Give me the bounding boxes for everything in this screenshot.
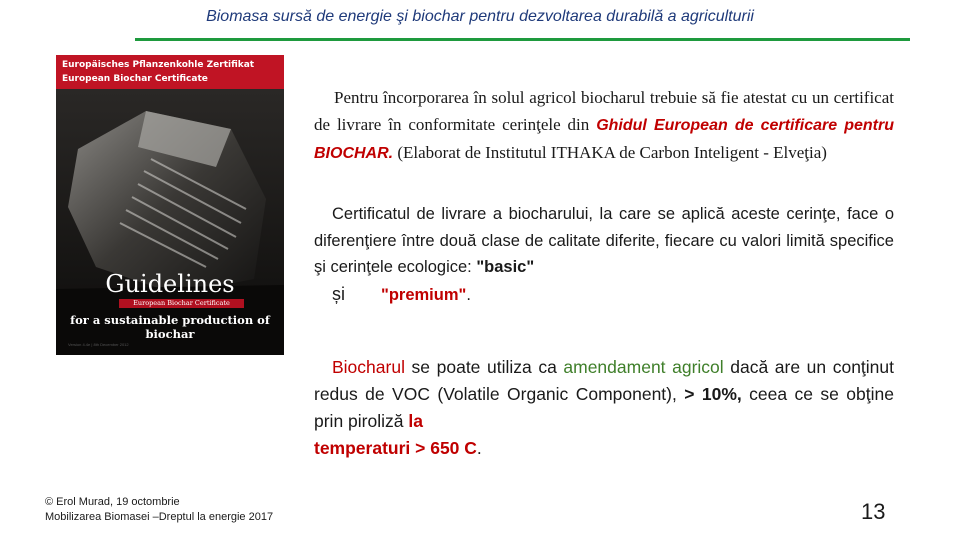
class-basic: "basic" bbox=[476, 258, 535, 276]
paragraph3-text-2: dacă are un conţinut redus de VOC (Volatile Organic Component), bbox=[314, 357, 895, 404]
cover-subtitle: European Biochar Certificate bbox=[119, 299, 244, 308]
paragraph2-end: . bbox=[466, 285, 471, 304]
certificate-cover-image bbox=[56, 55, 284, 355]
certificate-band bbox=[56, 55, 284, 89]
class-premium: "premium" bbox=[381, 285, 467, 304]
footer-credits bbox=[45, 495, 273, 525]
cover-band-line-english: European Biochar Certificate bbox=[62, 74, 208, 84]
title-divider bbox=[135, 38, 910, 41]
paragraph3-end: . bbox=[476, 438, 482, 458]
paragraph2-text-a: Certificatul de livrare a biocharului, la care se aplică aceste cerinţe, face o diferenţiere între două clase de calitate diferite, fiecare cu valori limită specifice şi cerinţele ecologice: bbox=[314, 205, 894, 276]
amendament-term: amendament agricol bbox=[563, 357, 724, 377]
guide-title: Ghidul European de certificare pentru BIOCHAR. bbox=[314, 117, 894, 162]
paragraph3-text-1: se poate utiliza ca bbox=[404, 357, 564, 377]
paragraph1-text-b: (Elaborat de Institutul ITHAKA de Carbon Inteligent - Elveţia) bbox=[393, 143, 827, 162]
percent-threshold: > 10%, bbox=[684, 384, 742, 404]
cover-tagline: for a sustainable production of biochar bbox=[70, 313, 270, 341]
temperature-threshold: temperaturi > 650 C bbox=[314, 438, 477, 458]
cover-version: Version 4.4e | 8th December 2012 bbox=[68, 342, 129, 347]
paragraph1-text-a: Pentru încorporarea în solul agricol biocharul trebuie să fie atestat cu un certificat de livrare în conformitate cerinţele din bbox=[314, 88, 894, 134]
cover-band-line-german: Europäisches Pflanzenkohle Zertifikat bbox=[62, 60, 255, 70]
paragraph-quality-classes bbox=[314, 201, 894, 308]
paragraph-certificate-requirement bbox=[314, 84, 894, 167]
la-term: la bbox=[408, 411, 423, 431]
biochar-term: Biocharul bbox=[332, 357, 405, 377]
slide-title: Biomasa sursă de energie şi biochar pentru dezvoltarea durabilă a agriculturii bbox=[206, 8, 754, 25]
page-number: 13 bbox=[861, 499, 886, 524]
footer-event: Mobilizarea Biomasei –Dreptul la energie 2017 bbox=[45, 511, 274, 523]
footer-copyright: © Erol Murad, 19 octombrie bbox=[45, 496, 180, 508]
cover-title: Guidelines bbox=[105, 270, 235, 298]
paragraph3-text-3: ceea ce se obţine prin piroliză bbox=[314, 384, 894, 431]
paragraph-biochar-usage bbox=[314, 354, 894, 462]
conjunction-si: și bbox=[332, 283, 345, 304]
